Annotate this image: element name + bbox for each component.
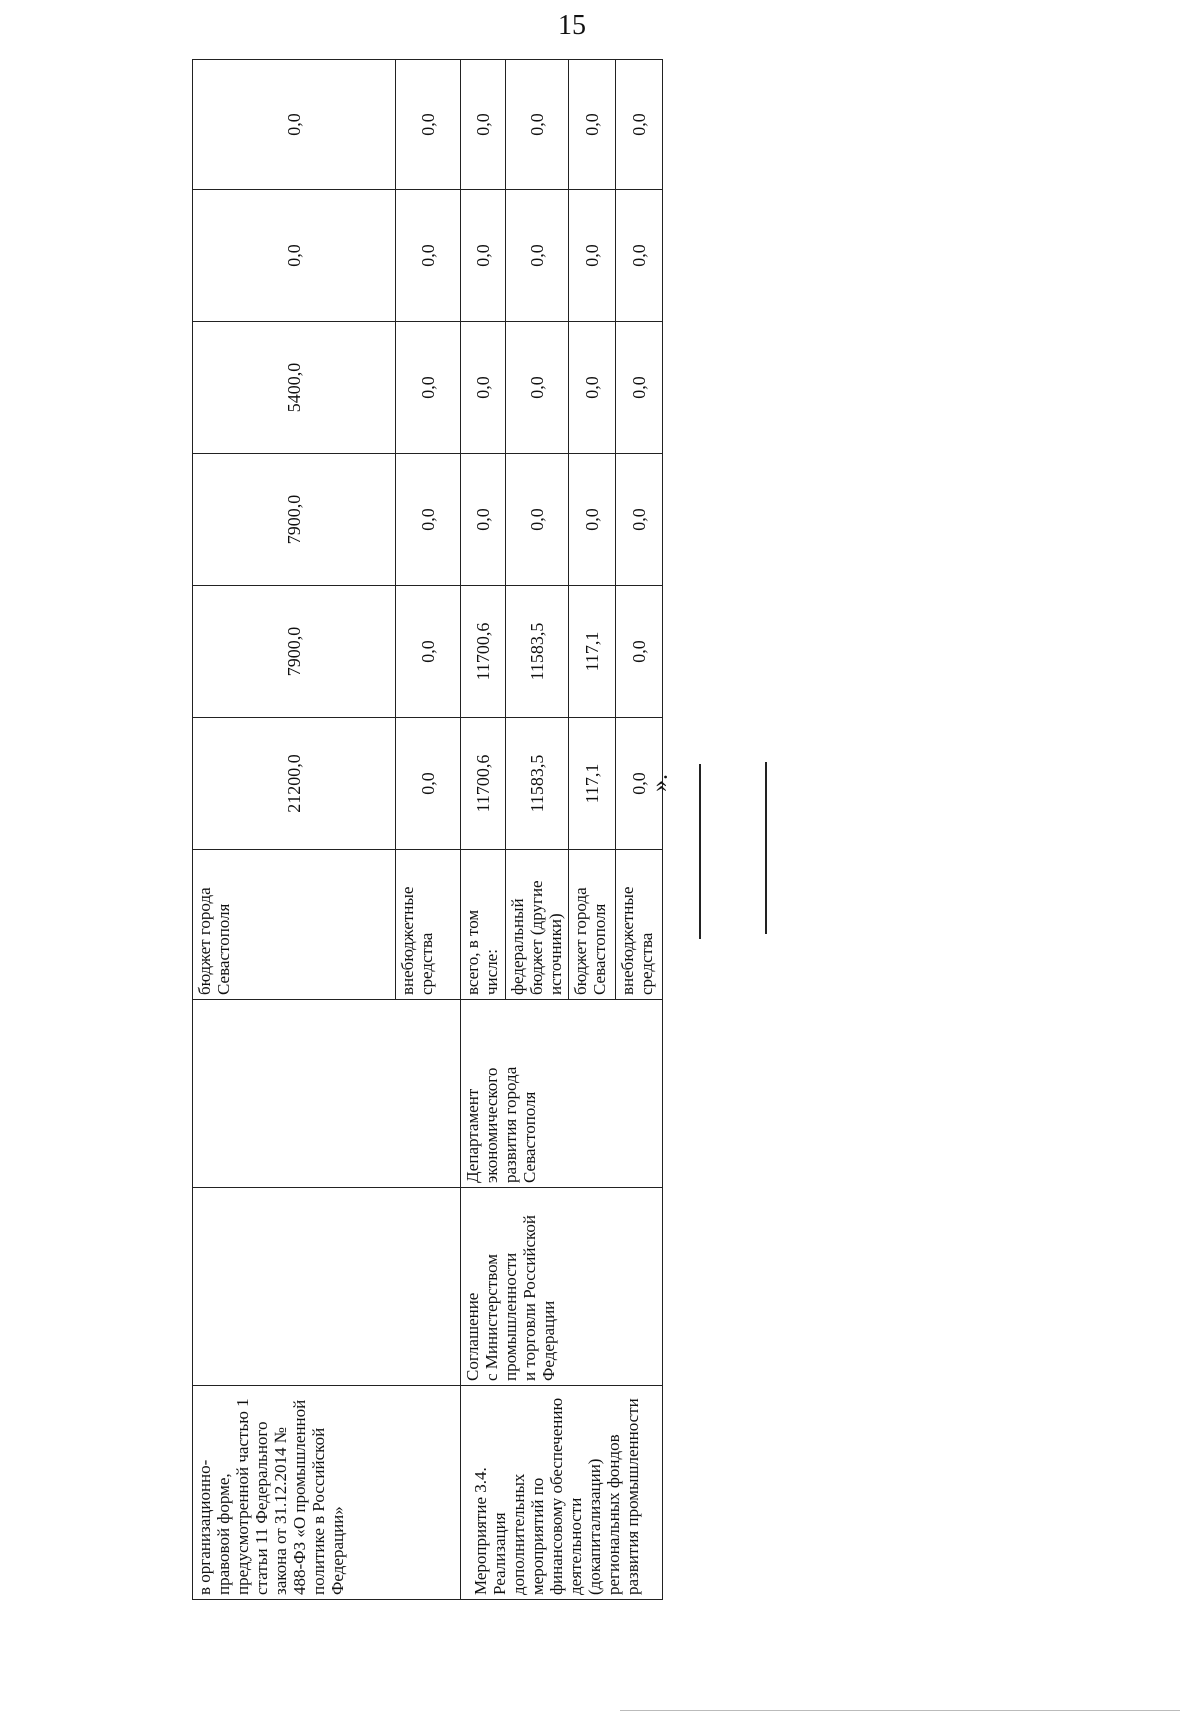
- source-cell: внебюджетные средства: [616, 850, 663, 1000]
- value-cell: 0,0: [569, 190, 616, 322]
- value-cell: 0,0: [461, 322, 506, 454]
- value-cell: 5400,0: [193, 322, 396, 454]
- value-cell: 0,0: [569, 322, 616, 454]
- executor-cell: Департамент экономического развития города Севастополя: [461, 1000, 663, 1188]
- value-cell: 0,0: [616, 190, 663, 322]
- source-cell: всего, в том числе:: [461, 850, 506, 1000]
- separator-line: [765, 762, 767, 934]
- source-cell: бюджет города Севастополя: [569, 850, 616, 1000]
- value-cell: 117,1: [569, 718, 616, 850]
- value-cell: 7900,0: [193, 454, 396, 586]
- page-number: 15: [558, 10, 586, 41]
- value-cell: 0,0: [616, 60, 663, 190]
- measure-cell: в организационно- правовой форме, предусмотренной частью 1 статьи 11 Федерального закона от 31.12.2014 № 488-ФЗ «О промышленной политике в Российской Федерации»: [193, 1386, 461, 1600]
- budget-table: [192, 59, 663, 1600]
- value-cell: 0,0: [569, 60, 616, 190]
- value-cell: 0,0: [616, 718, 663, 850]
- value-cell: 0,0: [506, 454, 569, 586]
- source-cell: федеральный бюджет (другие источники): [506, 850, 569, 1000]
- executor-cell: [193, 1000, 461, 1188]
- value-cell: 11583,5: [506, 718, 569, 850]
- value-cell: 0,0: [616, 454, 663, 586]
- value-cell: 117,1: [569, 586, 616, 718]
- value-cell: 0,0: [396, 718, 461, 850]
- value-cell: 0,0: [506, 322, 569, 454]
- closing-quote: ».: [647, 774, 673, 792]
- value-cell: 11700,6: [461, 718, 506, 850]
- value-cell: 0,0: [506, 190, 569, 322]
- value-cell: 0,0: [569, 454, 616, 586]
- value-cell: 0,0: [396, 60, 461, 190]
- rotated-table-wrapper: [192, 60, 656, 1600]
- value-cell: 0,0: [396, 190, 461, 322]
- value-cell: 11700,6: [461, 586, 506, 718]
- value-cell: 0,0: [461, 454, 506, 586]
- basis-cell: Соглашение с Министерством промышленности и торговли Российской Федерации: [461, 1188, 663, 1386]
- value-cell: 0,0: [396, 322, 461, 454]
- bottom-rule: [620, 1710, 1180, 1711]
- table-row: [461, 60, 506, 1600]
- value-cell: 0,0: [396, 586, 461, 718]
- value-cell: 0,0: [461, 60, 506, 190]
- value-cell: 0,0: [193, 60, 396, 190]
- value-cell: 21200,0: [193, 718, 396, 850]
- value-cell: 0,0: [616, 322, 663, 454]
- value-cell: 0,0: [506, 60, 569, 190]
- value-cell: 0,0: [461, 190, 506, 322]
- value-cell: 0,0: [616, 586, 663, 718]
- value-cell: 0,0: [396, 454, 461, 586]
- source-cell: внебюджетные средства: [396, 850, 461, 1000]
- basis-cell: [193, 1188, 461, 1386]
- value-cell: 11583,5: [506, 586, 569, 718]
- closing-line: [699, 764, 701, 939]
- source-cell: бюджет города Севастополя: [193, 850, 396, 1000]
- value-cell: 0,0: [193, 190, 396, 322]
- value-cell: 7900,0: [193, 586, 396, 718]
- table-row: [193, 60, 396, 1600]
- measure-cell: Мероприятие 3.4. Реализация дополнительных мероприятий по финансовому обеспечению деятельности (докапитализации) региональных фондов развития промышленности: [461, 1386, 663, 1600]
